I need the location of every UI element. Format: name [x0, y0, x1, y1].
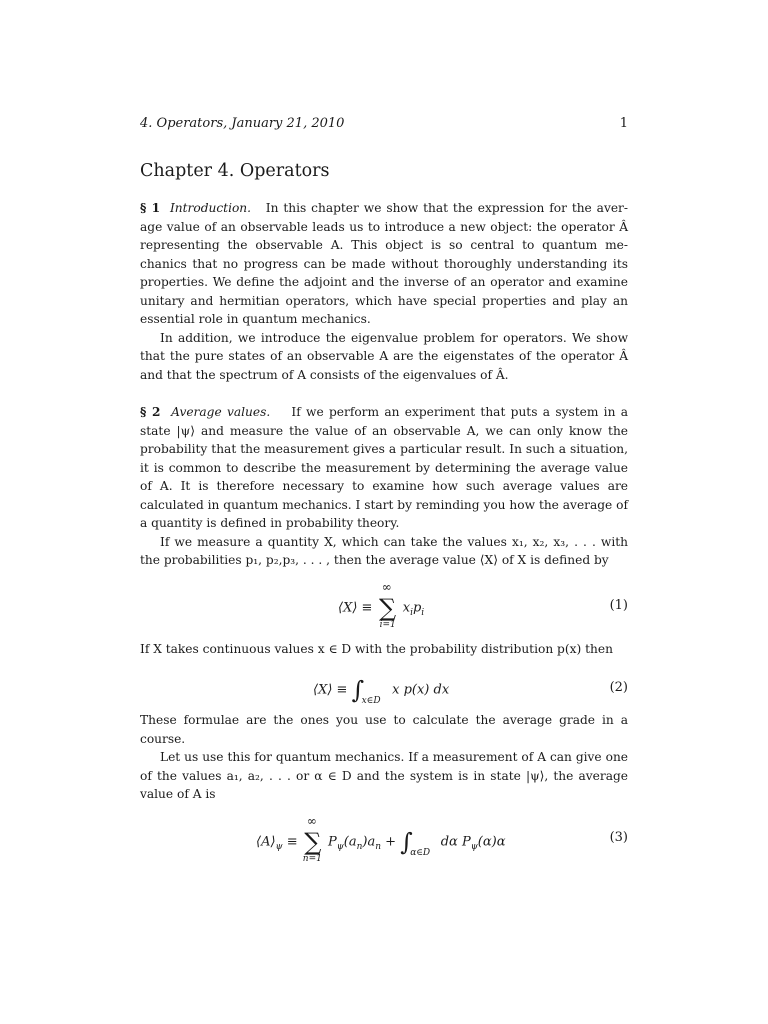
eq3-plus: +	[385, 834, 397, 850]
eq1-lhs: ⟨X⟩ ≡	[338, 600, 373, 616]
eq3-term1-rest: (a	[343, 834, 357, 850]
eq3-upper-limit: ∞	[306, 814, 317, 828]
eq3-term2-sub: ψ	[470, 841, 478, 852]
text-line: then	[585, 642, 613, 656]
text-line: age value of an observable leads us to introduce a new object: the operator	[140, 219, 615, 234]
eq3-term1-rest-sub: n	[356, 841, 363, 852]
eq2-lhs: ⟨X⟩ ≡	[313, 682, 348, 698]
eq3-sum-symbol: ∑	[304, 828, 322, 856]
text-line: If we perform an experiment that puts a system in	[291, 405, 616, 419]
eq1-upper-limit: ∞	[381, 580, 392, 594]
eq3-lhs-sub: ψ	[275, 841, 283, 852]
text-line: If we measure a quantity X, which can take the values x₁, x₂, x₃, . . . with	[160, 534, 628, 549]
eq3-term1-sub: ψ	[336, 841, 344, 852]
eq1-term2-sub: i	[421, 607, 425, 618]
eq3-term2-rest: (α)α	[477, 834, 506, 850]
section-2-number: § 2	[140, 405, 161, 419]
text-line: average value of A is	[140, 768, 629, 801]
text-line: chanics that no progress can be made without thoroughly understanding its	[140, 256, 628, 271]
text-line: In addition, we introduce the eigenvalue problem for operators. We show	[160, 330, 628, 345]
text-line: values are calculated in quantum mechanics. I start by reminding you how	[140, 479, 629, 512]
text-line: essential role in quantum mechanics.	[140, 312, 371, 326]
text-line: Â representing the observable A. This object is so central to quantum me-	[140, 219, 629, 252]
eq3-lower-limit: n=1	[302, 854, 322, 864]
text-line: average value of A. It is therefore necessary to examine how such average	[140, 460, 629, 493]
equation-2-number: (2)	[609, 680, 628, 695]
text-line: Let us use this for quantum mechanics. If a measurement of A can give	[160, 750, 602, 764]
eq3-term1-close: )a	[362, 834, 376, 850]
text-line: one of the values a₁, a₂, . . . or α ∈ D and the system is in state |ψ⟩, the	[140, 750, 629, 783]
equation-1-number: (1)	[609, 598, 628, 613]
chapter-title: Chapter 4. Operators	[140, 161, 330, 181]
text-line: a state |ψ⟩ and measure the value of an observable A, we can only know	[140, 405, 629, 438]
eq1-lower-limit: i=1	[379, 620, 396, 630]
section-2-paragraph-3	[140, 640, 628, 659]
equation-2	[140, 672, 628, 706]
eq1-sum-symbol: ∑	[379, 594, 397, 622]
text-line: If X takes continuous values x ∈ D with the probability distribution p(x)	[140, 642, 582, 656]
equation-3	[140, 816, 628, 866]
text-line: unitary and hermitian operators, which have special properties and play an	[140, 293, 628, 308]
section-2-paragraph-1	[140, 403, 628, 570]
eq3-int-lower-limit: α∈D	[410, 848, 431, 858]
eq2-body: x p(x) dx	[392, 682, 450, 698]
eq3-term1-close-sub: n	[375, 841, 381, 852]
section-1-title: Introduction.	[169, 201, 252, 215]
eq3-term1: P	[327, 834, 337, 850]
text-line: situation, it is common to describe the measurement by determining the	[140, 442, 629, 475]
text-line: and that the spectrum of A consists of the eigenvalues of Â.	[140, 367, 509, 382]
text-line: course.	[140, 731, 186, 746]
eq3-integral-symbol: ∫	[400, 828, 413, 856]
eq1-term2: p	[412, 600, 422, 616]
text-line: These formulae are the ones you use to calculate the average grade in a	[140, 713, 628, 727]
text-line: properties. We define the adjoint and the inverse of an operator and examine	[140, 275, 628, 289]
eq3-lhs: ⟨A⟩	[256, 834, 276, 850]
equation-1	[140, 580, 628, 630]
running-header	[140, 116, 628, 131]
eq1-term: x	[402, 600, 411, 616]
section-2-title: Average values.	[171, 405, 271, 419]
eq3-term2: dα P	[440, 834, 471, 850]
eq3-equiv: ≡	[286, 834, 298, 850]
section-2-paragraph-4	[140, 711, 628, 804]
eq2-lower-limit: x∈D	[361, 696, 381, 706]
text-line: that the pure states of an observable A are the eigenstates of the operator Â	[140, 349, 628, 363]
eq2-integral-symbol: ∫	[351, 676, 365, 704]
section-1-paragraph-1	[140, 199, 628, 384]
text-line: the probability that the measurement gives a particular result. In such a	[140, 423, 629, 456]
page-number: 1	[619, 116, 628, 131]
text-line: the probabilities p₁, p₂,p₃, . . . , then the average value ⟨X⟩ of X is defined by	[140, 553, 609, 567]
eq1-term-sub: i	[410, 607, 413, 618]
section-1-number: § 1	[140, 201, 161, 215]
running-title: 4. Operators, January 21, 2010	[140, 116, 345, 131]
equation-3-number: (3)	[609, 830, 628, 845]
text-line: In this chapter we show that the expression for the aver-	[265, 201, 628, 215]
text-line: the average of a quantity is defined in probability theory.	[140, 497, 628, 530]
